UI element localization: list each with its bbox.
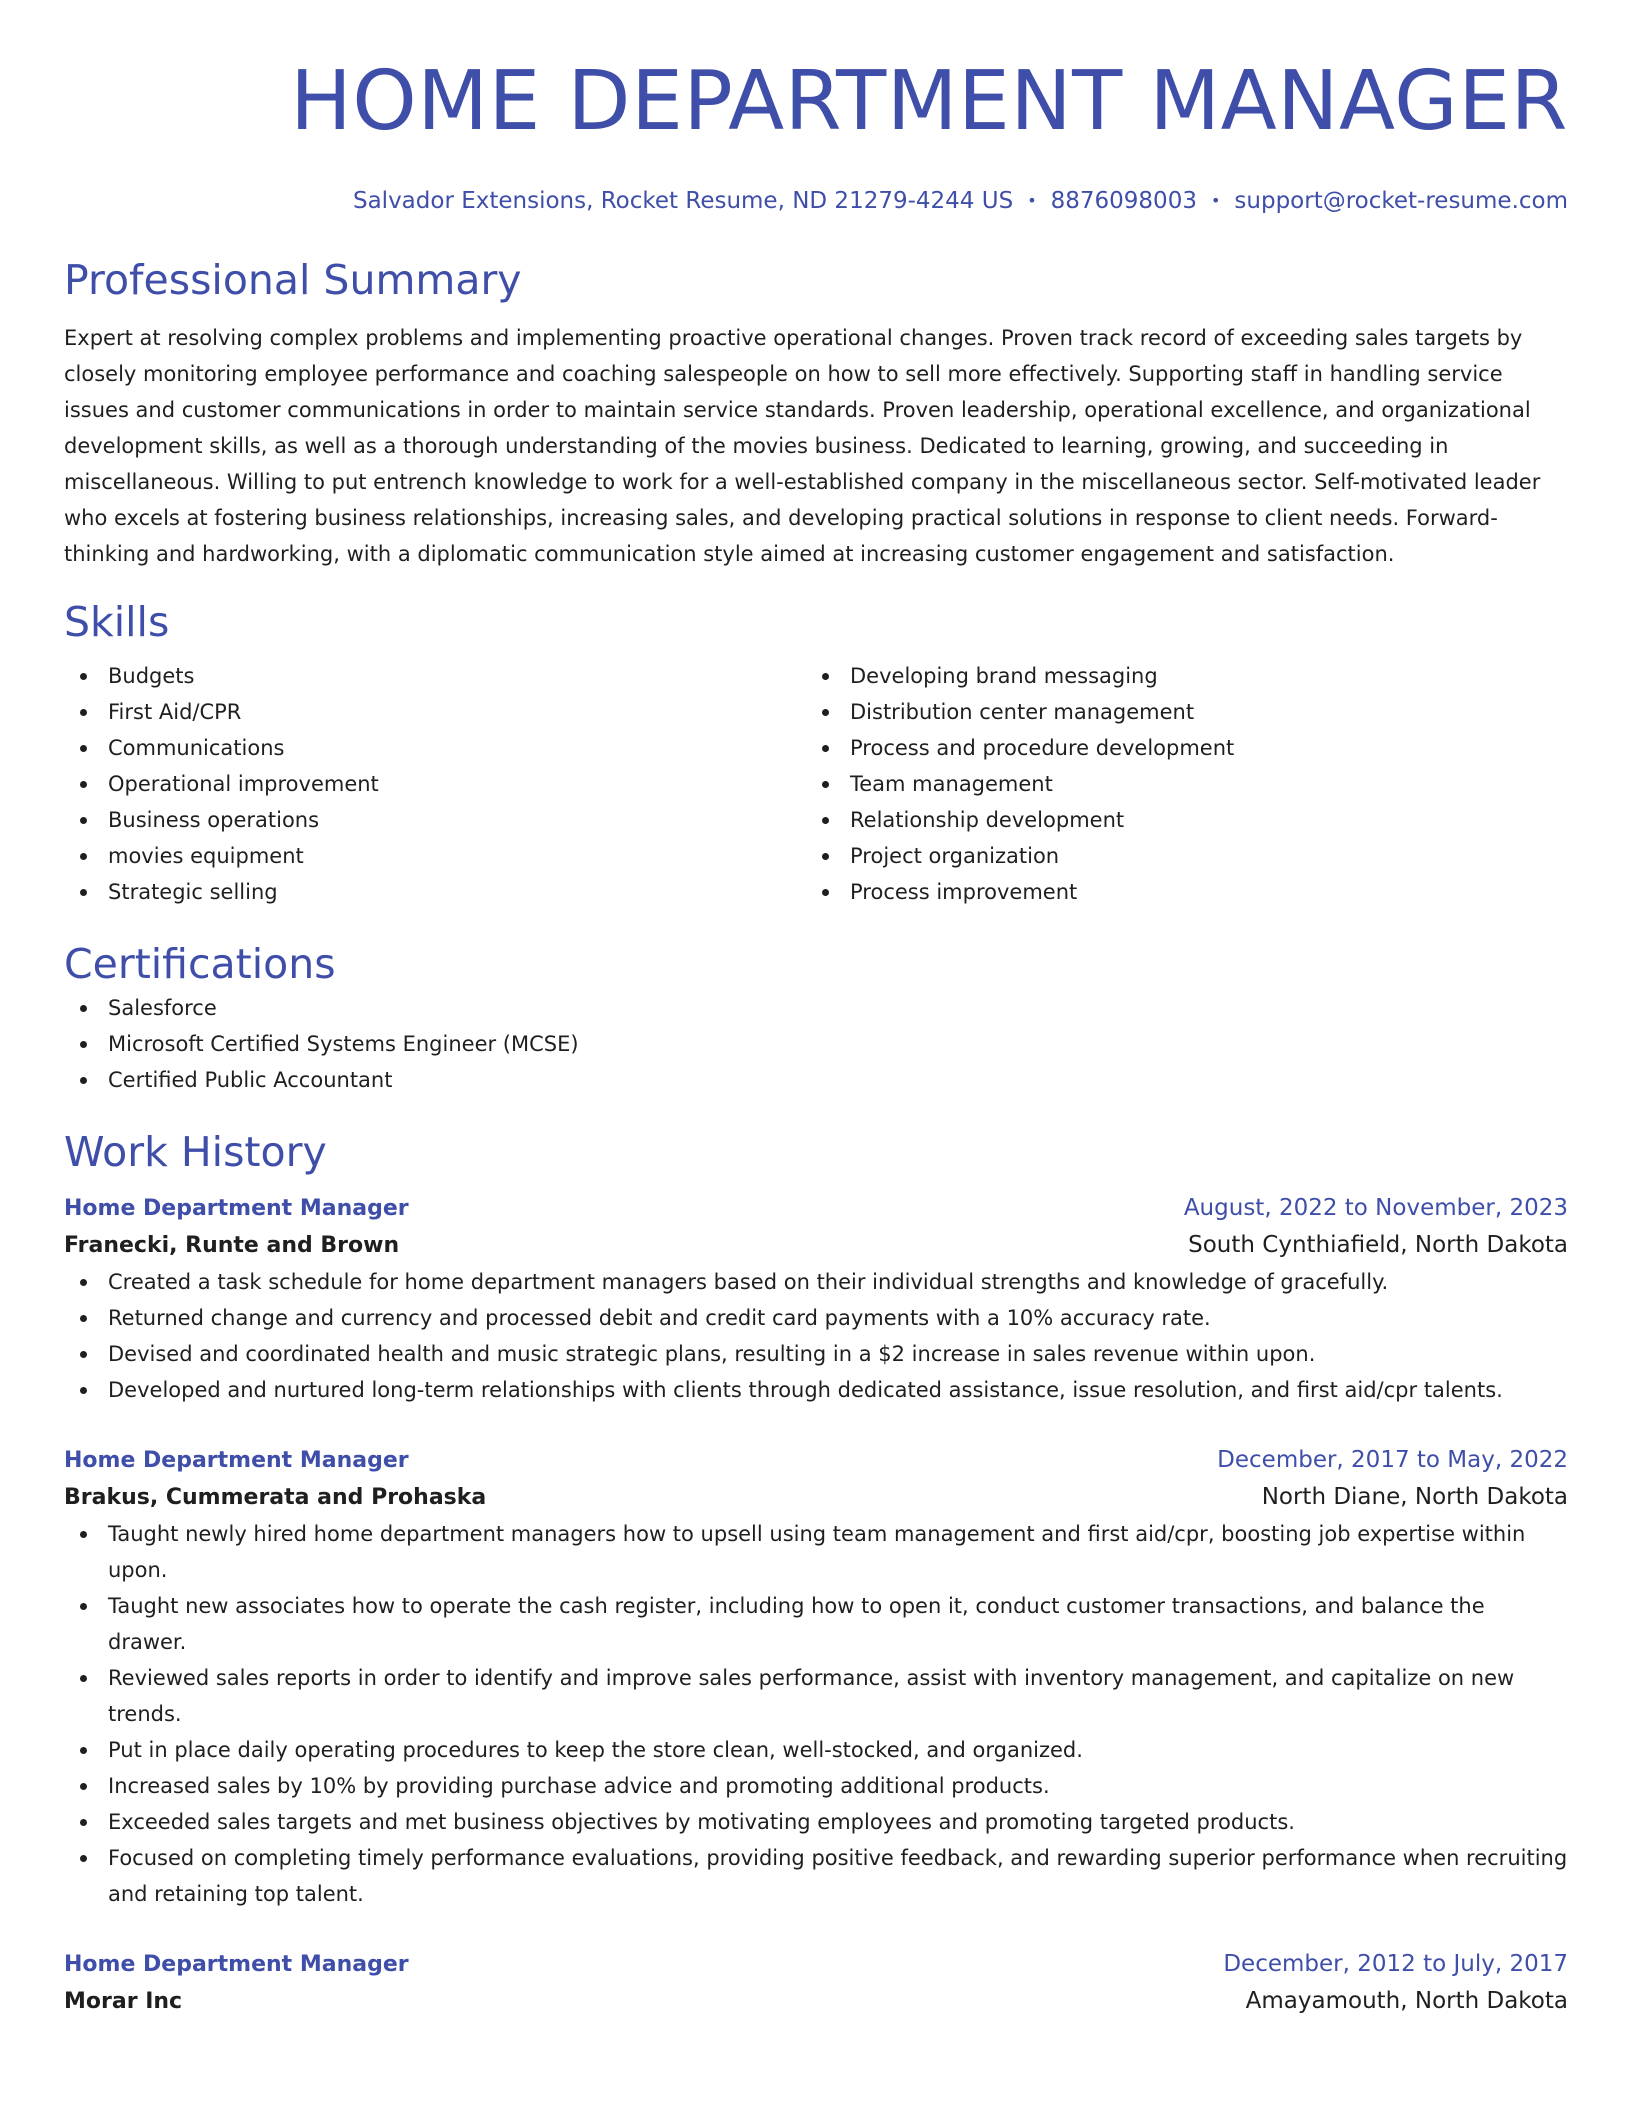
job-bullet: Put in place daily operating procedures to keep the store clean, well-stocked, and organized. bbox=[64, 1732, 1568, 1768]
job-title-row bbox=[64, 1946, 1568, 1983]
job-company: Morar Inc bbox=[64, 1989, 183, 2014]
certifications-list bbox=[64, 990, 1568, 1098]
job-company: Franecki, Runte and Brown bbox=[64, 1233, 400, 1258]
job-dates: December, 2017 to May, 2022 bbox=[1217, 1447, 1568, 1473]
contact-line bbox=[64, 186, 1568, 218]
skills-grid bbox=[64, 658, 1568, 910]
skill-item: Project organization bbox=[806, 838, 1548, 874]
job-title: Home Department Manager bbox=[64, 1952, 409, 1977]
skill-item: Business operations bbox=[64, 802, 806, 838]
job-bullet-list bbox=[64, 1264, 1568, 1408]
contact-email[interactable]: support@rocket-resume.com bbox=[1234, 188, 1568, 214]
skills-list-right bbox=[806, 658, 1548, 910]
job-entry bbox=[64, 1190, 1568, 1408]
job-entry bbox=[64, 1442, 1568, 1912]
jobs-container bbox=[64, 1190, 1568, 2020]
job-bullet: Created a task schedule for home department managers based on their individual strengths and knowledge of gracefully. bbox=[64, 1264, 1568, 1300]
job-title: Home Department Manager bbox=[64, 1196, 409, 1221]
skill-item: Process improvement bbox=[806, 874, 1548, 910]
resume-header bbox=[64, 0, 1568, 218]
job-title: Home Department Manager bbox=[64, 1448, 409, 1473]
summary-text: Expert at resolving complex problems and implementing proactive operational changes. Proven track record of exceeding sales targets by closely monitoring employee performance and coaching salespeople on how to sell more effectively. Supporting staff in handling service issues and customer communications in order to maintain service standards. Proven leadership, operational excellence, and organizational development skills, as well as a thorough understanding of the movies business. Dedicated to learning, growing, and succeeding in miscellaneous. Willing to put entrench knowledge to work for a well-established company in the miscellaneous sector. Self-motivated leader who excels at fostering business relationships, increasing sales, and developing practical solutions in response to client needs. Forward-thinking and hardworking, with a diplomatic communication style aimed at increasing customer engagement and satisfaction. bbox=[64, 326, 1541, 566]
job-bullet: Taught newly hired home department managers how to upsell using team management and first aid/cpr, boosting job expertise within upon. bbox=[64, 1516, 1568, 1588]
job-bullet: Exceeded sales targets and met business objectives by motivating employees and promoting targeted products. bbox=[64, 1804, 1568, 1840]
job-bullet: Focused on completing timely performance evaluations, providing positive feedback, and rewarding superior performance when recruiting and retaining top talent. bbox=[64, 1840, 1568, 1912]
certification-item: Salesforce bbox=[64, 990, 1568, 1026]
skill-item: Strategic selling bbox=[64, 874, 806, 910]
job-bullet: Taught new associates how to operate the cash register, including how to open it, conduct customer transactions, and balance the drawer. bbox=[64, 1588, 1568, 1660]
resume-name: HOME DEPARTMENT MANAGER bbox=[290, 54, 1568, 149]
job-company-row bbox=[64, 1983, 1568, 2020]
section-title-work-history: Work History bbox=[64, 1128, 327, 1176]
skill-item: movies equipment bbox=[64, 838, 806, 874]
job-location: North Diane, North Dakota bbox=[1261, 1484, 1568, 1510]
job-bullet-list bbox=[64, 1516, 1568, 1912]
skill-item: Process and procedure development bbox=[806, 730, 1548, 766]
skill-item: First Aid/CPR bbox=[64, 694, 806, 730]
skills-section bbox=[64, 596, 1568, 910]
certification-item: Microsoft Certified Systems Engineer (MCSE) bbox=[64, 1026, 1568, 1062]
job-title-row bbox=[64, 1442, 1568, 1479]
certification-item: Certified Public Accountant bbox=[64, 1062, 1568, 1098]
job-entry bbox=[64, 1946, 1568, 2020]
professional-summary-section bbox=[64, 254, 1568, 572]
job-company-row bbox=[64, 1227, 1568, 1264]
section-title-summary: Professional Summary bbox=[64, 256, 522, 304]
skill-item: Relationship development bbox=[806, 802, 1548, 838]
skill-item: Operational improvement bbox=[64, 766, 806, 802]
skill-item: Team management bbox=[806, 766, 1548, 802]
certifications-section bbox=[64, 938, 1568, 1098]
section-title-certifications: Certifications bbox=[64, 940, 336, 988]
section-title-skills: Skills bbox=[64, 598, 170, 646]
contact-separator: • bbox=[1210, 191, 1221, 210]
skills-list-left bbox=[64, 658, 806, 910]
work-history-section bbox=[64, 1126, 1568, 2020]
skill-item: Distribution center management bbox=[806, 694, 1548, 730]
contact-phone: 8876098003 bbox=[1050, 188, 1197, 214]
contact-separator: • bbox=[1027, 191, 1037, 210]
job-company-row bbox=[64, 1479, 1568, 1516]
job-dates: December, 2012 to July, 2017 bbox=[1223, 1951, 1568, 1977]
job-company: Brakus, Cummerata and Prohaska bbox=[64, 1485, 487, 1510]
skill-item: Communications bbox=[64, 730, 806, 766]
job-location: Amayamouth, North Dakota bbox=[1245, 1988, 1568, 2014]
job-dates: August, 2022 to November, 2023 bbox=[1183, 1195, 1568, 1221]
job-location: South Cynthiafield, North Dakota bbox=[1188, 1232, 1568, 1258]
job-bullet: Reviewed sales reports in order to identify and improve sales performance, assist with inventory management, and capitalize on new trends. bbox=[64, 1660, 1568, 1732]
skill-item: Budgets bbox=[64, 658, 806, 694]
job-bullet: Returned change and currency and processed debit and credit card payments with a 10% accuracy rate. bbox=[64, 1300, 1568, 1336]
job-title-row bbox=[64, 1190, 1568, 1227]
contact-address: Salvador Extensions, Rocket Resume, ND 21279-4244 US bbox=[352, 188, 1014, 214]
job-bullet: Increased sales by 10% by providing purchase advice and promoting additional products. bbox=[64, 1768, 1568, 1804]
job-bullet: Devised and coordinated health and music strategic plans, resulting in a $2 increase in sales revenue within upon. bbox=[64, 1336, 1568, 1372]
job-bullet: Developed and nurtured long-term relationships with clients through dedicated assistance, issue resolution, and first aid/cpr talents. bbox=[64, 1372, 1568, 1408]
skill-item: Developing brand messaging bbox=[806, 658, 1548, 694]
